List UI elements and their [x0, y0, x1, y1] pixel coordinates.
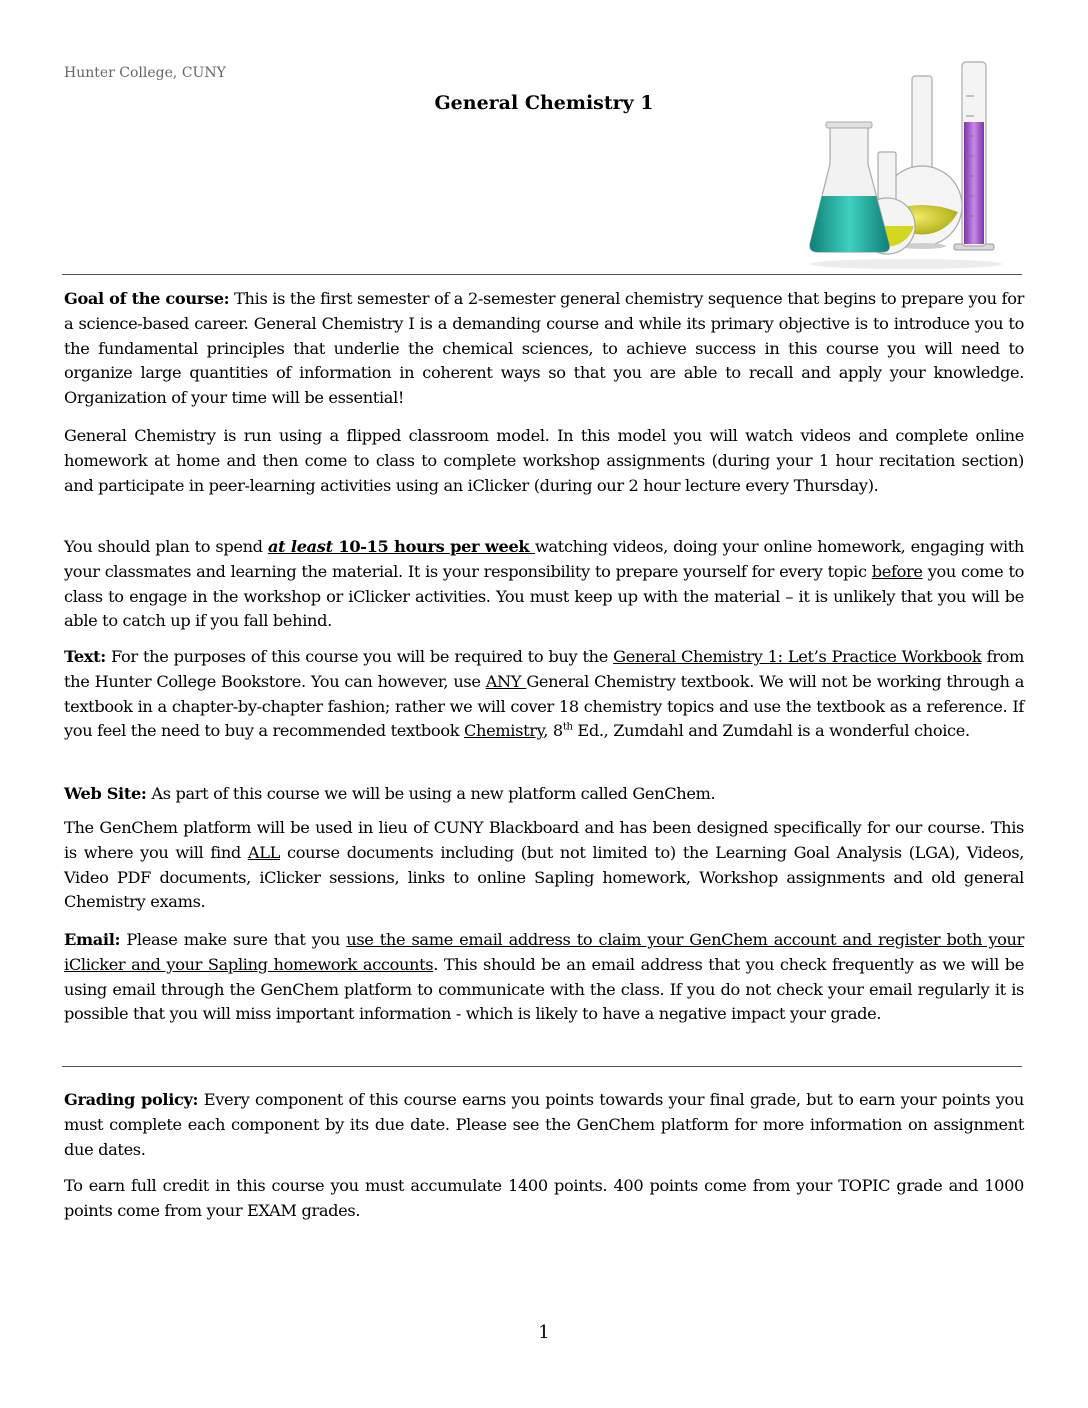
recommended-book: Chemistry [463, 721, 544, 741]
points-paragraph [64, 1174, 1024, 1224]
page-number: 1 [538, 1322, 550, 1343]
workbook-title: General Chemistry 1: Let’s Practice Workbook [613, 647, 982, 666]
header-divider [62, 274, 1022, 275]
website-text: As part of this course we will be using a new platform called GenChem. [146, 784, 716, 803]
text-p4: , 8 [543, 721, 563, 741]
text-label: Text: [64, 647, 106, 666]
all-word: ALL [247, 842, 281, 862]
grading-section [64, 1088, 1024, 1162]
email-section [64, 928, 1024, 1027]
flipped-classroom-paragraph [64, 424, 1024, 498]
goal-section [64, 287, 1024, 411]
text-section [64, 645, 1024, 744]
section-divider [62, 1066, 1022, 1067]
time-after: you come to class to engage in the workshop or iClicker activities. You must keep up with the material – it is unlikely that you will be able to catch up if you fall behind. [64, 561, 1024, 631]
email-underlined: use the same email address to claim your GenChem account and register both your iClicker and your Sapling homework accounts [64, 930, 1025, 974]
email-p1: Please make sure that you [120, 930, 347, 949]
document-title: General Chemistry 1 [434, 92, 654, 114]
website-label: Web Site: [64, 784, 147, 803]
text-p2: from the Hunter College Bookstore. You can however, use [64, 647, 1024, 691]
institution-name: Hunter College, CUNY [64, 65, 226, 81]
website-section [64, 782, 1024, 807]
points-text: To earn full credit in this course you must accumulate 1400 points. 400 points come from your TOPIC grade and 1000 points come from your EXAM grades. [64, 1176, 1024, 1220]
time-commitment-paragraph [64, 535, 1024, 634]
grading-text: Every component of this course earns you points towards your final grade, but to earn your points you must complete each component by its due date. Please see the GenChem platform for more information on assignment due dates. [64, 1090, 1024, 1159]
grading-label: Grading policy: [64, 1090, 199, 1109]
time-emphasis: at least [267, 537, 333, 556]
platform-paragraph [64, 816, 1024, 915]
chemistry-glassware-image [806, 56, 1020, 274]
time-before: You should plan to spend [64, 537, 268, 556]
edition-superscript: th [562, 722, 573, 733]
flipped-text: General Chemistry is run using a flipped classroom model. In this model you will watch videos and complete online homework at home and then come to class to complete workshop assignments (during your 1 hour recitation section) and participate in peer-learning activities using an iClicker (during our 2 hour lecture every Thursday). [64, 426, 1024, 495]
time-hours: 10-15 hours per week [332, 537, 535, 556]
platform-p1: The GenChem platform will be used in lieu of CUNY Blackboard and has been designed specifically for our course. This is where you will find [64, 818, 1024, 862]
time-middle: watching videos, doing your online homework, engaging with your classmates and learning the material. It is your responsibility to prepare yourself for every topic [64, 537, 1025, 581]
goal-text: This is the first semester of a 2-semester general chemistry sequence that begins to prepare you for a science-based career. General Chemistry I is a demanding course and while its primary objective is to introduce you to the fundamental principles that underlie the chemical sciences, to achieve success in this course you will need to organize large quantities of information in coherent ways so that you are able to recall and apply your knowledge. Organization of your time will be essential! [64, 289, 1024, 408]
text-p5: Ed., Zumdahl and Zumdahl is a wonderful choice. [572, 721, 970, 741]
time-before-word: before [871, 561, 923, 581]
graduated-cylinder [954, 62, 994, 250]
text-p3: General Chemistry textbook. We will not be working through a textbook in a chapter-by-chapter fashion; rather we will cover 18 chemistry topics and use the textbook as a reference. If you feel the need to buy a recommended textbook [64, 671, 1024, 741]
email-p2: . This should be an email address that you check frequently as we will be using email through the GenChem platform to communicate with the class. If you do not check your email regularly it is possible that you will miss important information - which is likely to have a negative impact your grade. [64, 954, 1025, 1024]
email-label: Email: [64, 930, 121, 949]
any-word: ANY [485, 671, 527, 691]
platform-p2: course documents including (but not limited to) the Learning Goal Analysis (LGA), Videos, Video PDF documents, iClicker sessions, links to online Sapling homework, Workshop assignments and old general Chemistry exams. [64, 842, 1024, 912]
goal-label: Goal of the course: [64, 289, 230, 308]
text-p1: For the purposes of this course you will be required to buy the [105, 647, 614, 666]
